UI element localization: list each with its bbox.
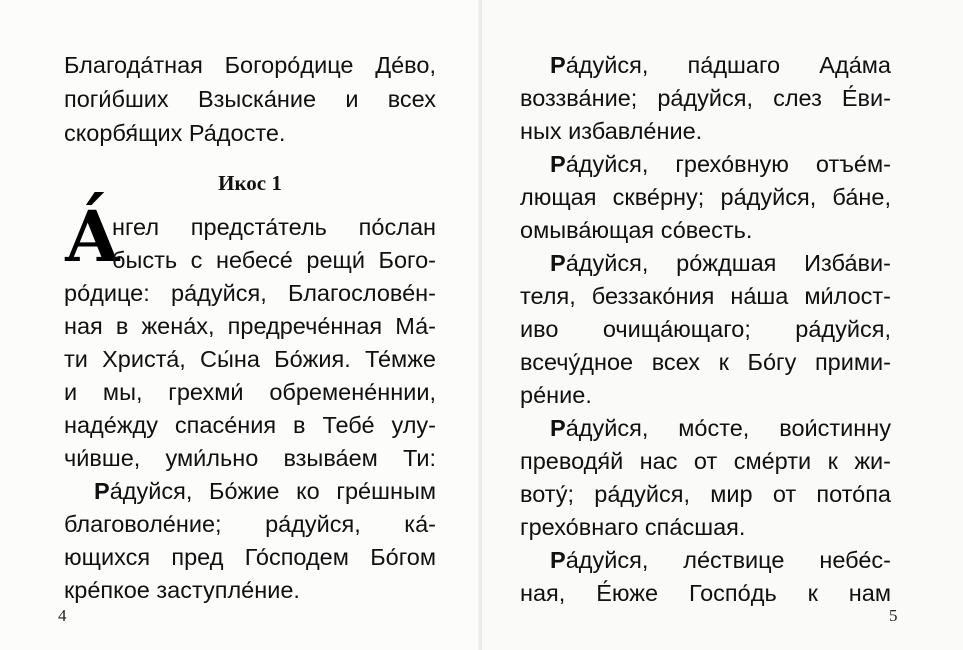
right-paragraph-2-line-2: лющая скве́рну; ра́дуйся, ба́не, [520,184,891,210]
right-paragraph-2-line-1 [520,149,891,179]
ikos-line-2: бысть с небесе́ рещи́ Бого- [112,247,436,273]
ikos-line-5: ти Христа́, Сы́на Бо́жия. Те́мже [64,346,436,372]
rejoice-line-2: благоволе́ние; ра́дуйся, ка́- [64,511,436,537]
rejoice-initial: Р [550,250,566,276]
ikos-line-3: ро́дице: ра́дуйся, Благослове́н- [64,280,436,306]
right-paragraph-3-line-1 [520,248,891,278]
right-paragraph-2-line-3: омыва́ющая со́весть. [520,217,753,243]
right-paragraph-4-line-1-text: а́дуйся, мо́сте, вои́стинну [565,415,891,441]
right-paragraph-1-line-1 [520,50,891,80]
page-number-left: 4 [58,606,67,625]
right-paragraph-3-line-1-text: а́дуйся, ро́ждшая Изба́ви- [565,250,891,276]
rejoice-initial: Р [550,52,566,78]
right-paragraph-4-line-2: преводя́й нас от сме́рти к жи- [520,448,891,474]
rejoice-initial: Р [550,151,566,177]
drop-cap: А́ [64,195,122,278]
rejoice-line-3: ющихся пред Го́сподем Бо́гом [64,544,436,570]
right-paragraph-1-line-1-text: а́дуйся, па́дшаго Ада́ма [565,52,891,78]
right-paragraph-5-line-1 [520,545,891,575]
right-paragraph-1-line-3: ных избавле́ние. [520,118,703,144]
rejoice-initial: Р [94,478,110,504]
rejoice-line-1-text: а́дуйся, Бо́жие ко гре́шным [109,478,436,504]
right-paragraph-4-line-3: воту́; ра́дуйся, мир от пото́па [520,481,891,507]
rejoice-initial: Р [550,415,566,441]
section-title: Икос 1 [218,171,282,195]
page-number-right: 5 [889,606,898,625]
right-paragraph-4-line-4: грехо́внаго спа́сшая. [520,514,746,540]
right-paragraph-3-line-5: ре́ние. [520,382,592,408]
right-page [482,0,963,650]
rejoice-line-1 [64,476,436,506]
right-paragraph-2-line-1-text: а́дуйся, грехо́вную отъе́м- [565,151,891,177]
right-paragraph-5-line-2: ная, Е́юже Госпо́дь к нам [520,580,891,606]
right-paragraph-3-line-2: теля, беззако́ния на́ша ми́лост- [520,283,891,309]
intro-line-1: Благода́тная Богоро́дице Де́во, [64,52,436,78]
right-paragraph-5-line-1-text: а́дуйся, ле́ствице небе́с- [565,547,891,573]
ikos-line-1: нгел предста́тель по́слан [112,214,436,240]
ikos-line-7: наде́жду спасе́ния в Тебе́ улу- [64,412,436,438]
right-paragraph-1-line-2: воззва́ние; ра́дуйся, слез Е́ви- [520,85,891,111]
right-paragraph-3-line-4: всечу́дное всех к Бо́гу прими- [520,349,891,375]
intro-line-3: скорбя́щих Ра́досте. [64,120,286,146]
right-paragraph-3-line-3: иво очища́ющаго; ра́дуйся, [520,316,891,342]
rejoice-initial: Р [550,547,566,573]
right-paragraph-4-line-1 [520,413,891,443]
rejoice-line-4: кре́пкое заступле́ние. [64,577,300,603]
ikos-line-8: чи́вше, уми́льно взыва́ем Ти: [64,445,436,471]
intro-line-2: поги́бших Взыска́ние и всех [64,86,436,112]
ikos-line-6: и мы, грехми́ обремене́ннии, [64,379,436,405]
ikos-line-4: ная в жена́х, предрече́нная Ма́- [64,313,436,339]
